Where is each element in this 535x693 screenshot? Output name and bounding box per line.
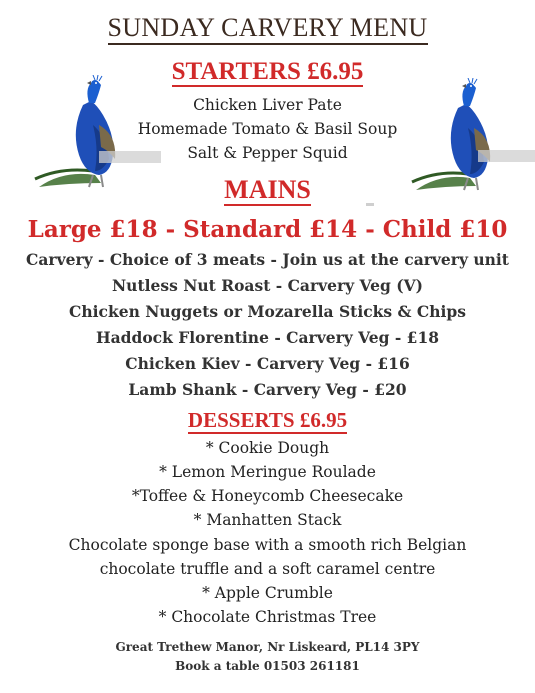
- dessert-item: * Manhatten Stack: [193, 511, 342, 529]
- starter-item: Chicken Liver Pate: [193, 96, 342, 114]
- dessert-item: *Toffee & Honeycomb Cheesecake: [131, 487, 404, 505]
- main-item: Nutless Nut Roast - Carvery Veg (V): [112, 276, 423, 295]
- dessert-item: * Cookie Dough: [205, 439, 330, 457]
- main-item: Lamb Shank - Carvery Veg - £20: [128, 380, 407, 399]
- mains-prices: Large £18 - Standard £14 - Child £10: [27, 216, 508, 243]
- main-item: Haddock Florentine - Carvery Veg - £18: [95, 328, 440, 347]
- dessert-item: * Chocolate Christmas Tree: [158, 608, 377, 626]
- footer-booking: Book a table 01503 261181: [175, 659, 360, 673]
- page-title-text: SUNDAY CARVERY MENU: [108, 13, 428, 45]
- starter-item: Salt & Pepper Squid: [187, 144, 348, 162]
- dessert-item: * Lemon Meringue Roulade: [159, 463, 376, 481]
- page-title: [0, 13, 535, 43]
- dessert-item: * Apple Crumble: [202, 584, 333, 602]
- desserts-heading: [0, 408, 535, 433]
- main-item: Carvery - Choice of 3 meats - Join us at the carvery unit: [26, 250, 509, 269]
- footer-address: Great Trethew Manor, Nr Liskeard, PL14 3PY: [115, 640, 420, 654]
- starters-heading-text: STARTERS £6.95: [171, 58, 364, 85]
- main-item: Chicken Nuggets or Mozarella Sticks & Chips: [69, 302, 466, 321]
- starter-item: Homemade Tomato & Basil Soup: [137, 120, 398, 138]
- main-item: Chicken Kiev - Carvery Veg - £16: [125, 354, 410, 373]
- mains-heading: [0, 175, 535, 205]
- dessert-description: Chocolate sponge base with a smooth rich Belgian: [68, 536, 467, 554]
- starters-heading: [0, 58, 535, 86]
- dessert-description: chocolate truffle and a soft caramel centre: [99, 560, 436, 578]
- desserts-heading-text: DESSERTS £6.95: [187, 408, 348, 432]
- small-mark: [366, 203, 374, 206]
- mains-heading-text: MAINS: [224, 175, 311, 204]
